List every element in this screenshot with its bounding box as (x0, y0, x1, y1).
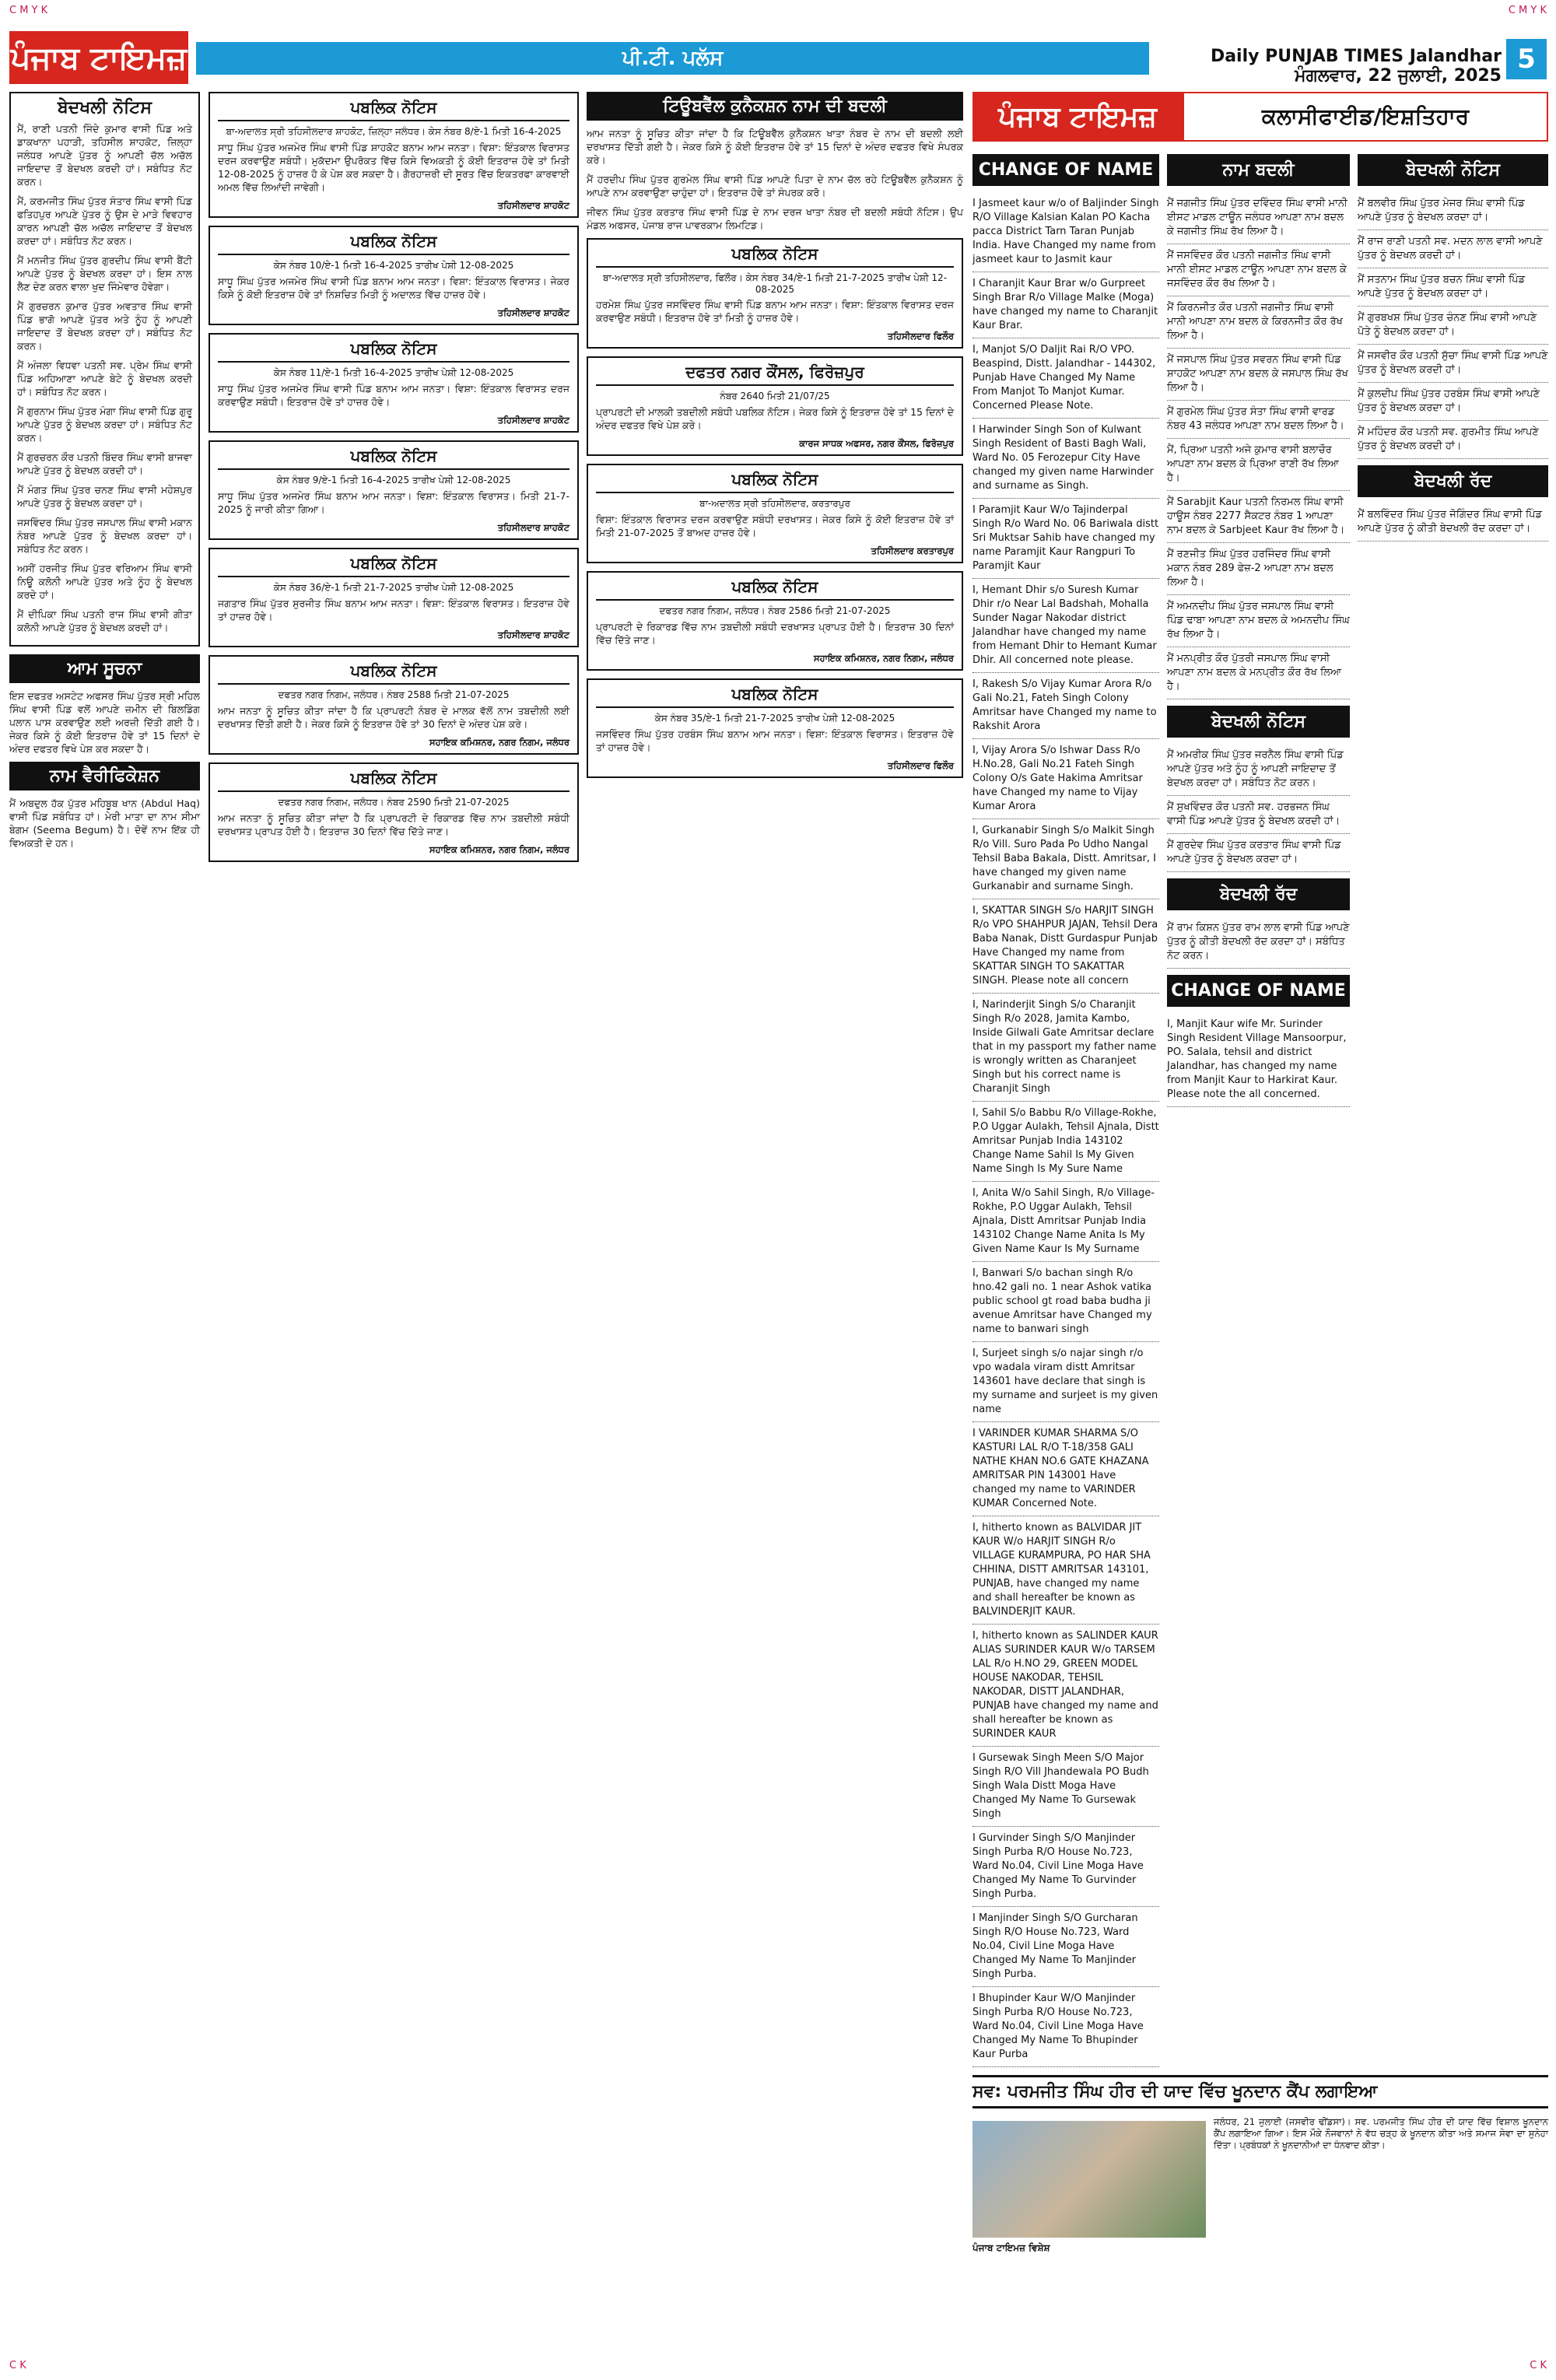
public-notice (209, 440, 579, 540)
general-notice-text: ਇਸ ਦਫਤਰ ਅਸਟੇਟ ਅਫਸਰ ਸਿੰਘ ਪੁੱਤਰ ਸ੍ਰੀ ਮਹਿਲ ਸਿੰਘ ਵਾਸੀ ਪਿੰਡ ਵਲੋਂ ਆਪਣੇ ਜ਼ਮੀਨ ਦੀ ਬਿਲਡਿੰਗ ਪਲਾਨ ਪਾਸ ਕਰਵਾਉਣ ਲਈ ਅਰਜ਼ੀ ਦਿੱਤੀ ਗਈ ਹੈ। ਜੇਕਰ ਕਿਸੇ ਨੂੰ ਕੋਈ ਇਤਰਾਜ਼ ਹੋਵੇ ਤਾਂ 15 ਦਿਨਾਂ ਦੇ ਅੰਦਰ ਦਫਤਰ ਵਿਖੇ ਪੇਸ਼ ਕਰ ਸਕਦਾ ਹੈ। (9, 690, 200, 755)
change-of-name-item: I, Narinderjit Singh S/o Charanjit Singh R/o 2028, Jamita Kambo, Inside Gilwali Gate Amritsar declare that in my passport my father name is wrongly written as Charanjeet Singh but his correct name is Charanjit Singh (972, 994, 1159, 1102)
change-of-name-item: I, Sahil S/o Babbu R/o Village-Rokhe, P.O Uggar Aulakh, Tehsil Ajnala, Distt Amritsar Punjab India 143102 Change Name Sahil Is My Given Name Singh Is My Sure Name (972, 1102, 1159, 1182)
eviction-item: ਜਸਵਿੰਦਰ ਸਿੰਘ ਪੁੱਤਰ ਜਸਪਾਲ ਸਿੰਘ ਵਾਸੀ ਮਕਾਨ ਨੰਬਰ ਆਪਣੇ ਪੁੱਤਰ ਨੂੰ ਬੇਦਖਲ ਕਰਦਾ ਹਾਂ। ਸਬੰਧਿਤ ਨੋਟ ਕਰਨ। (17, 517, 192, 555)
classified-section (972, 92, 1548, 2254)
column-tubewell-notices (587, 92, 963, 786)
cmyk-mark-left: C M Y K (9, 5, 48, 16)
change-of-name-item: I, Banwari S/o bachan singh R/o hno.42 gali no. 1 near Ashok vatika public school gt road baba budha ji avenue Amritsar have Changed my name to banwari singh (972, 1262, 1159, 1342)
change-of-name-item: I Paramjit Kaur W/o Tajinderpal Singh R/o Ward No. 06 Bariwala distt Sri Muktsar Sahib have changed my name Paramjit Kaur Rangpuri To Paramjit Kaur (972, 499, 1159, 579)
notice-title: ਪਬਲਿਕ ਨੋਟਿਸ (218, 98, 569, 121)
eviction-item: ਮੈਂ ਕੁਲਦੀਪ ਸਿੰਘ ਪੁੱਤਰ ਹਰਬੰਸ ਸਿੰਘ ਵਾਸੀ ਆਪਣੇ ਪੁੱਤਰ ਨੂੰ ਬੇਦਖਲ ਕਰਦਾ ਹਾਂ। (1358, 383, 1548, 421)
newspaper-logo: ਪੰਜਾਬ ਟਾਇਮਜ਼ (9, 31, 188, 84)
notice-case: ਬਾ-ਅਦਾਲਤ ਸ੍ਰੀ ਤਹਿਸੀਲਦਾਰ ਸ਼ਾਹਕੋਟ, ਜ਼ਿਲ੍ਹਾ ਜਲੰਧਰ। ਕੇਸ ਨੰਬਰ 8/ਏ-1 ਮਿਤੀ 16-4-2025 (226, 126, 562, 137)
notice-case: ਦਫਤਰ ਨਗਰ ਨਿਗਮ, ਜਲੰਧਰ। ਨੰਬਰ 2588 ਮਿਤੀ 21-07-2025 (278, 689, 510, 700)
change-of-name-item: I Manjinder Singh S/O Gurcharan Singh R/O House No.723, Ward No.04, Civil Line Moga Have Changed My Name To Manjinder Singh Purba. (972, 1907, 1159, 1987)
eviction-column (1358, 148, 1548, 2067)
public-notice (209, 655, 579, 755)
notice-case: ਨੰਬਰ 2640 ਮਿਤੀ 21/07/25 (720, 391, 830, 401)
name-change-item: ਮੈਂ ਕਿਰਨਜੀਤ ਕੌਰ ਪਤਨੀ ਜਗਜੀਤ ਸਿੰਘ ਵਾਸੀ ਮਾਨੀ ਆਪਣਾ ਨਾਮ ਬਦਲ ਕੇ ਕਿਰਨਜੀਤ ਕੌਰ ਰੱਖ ਲਿਆ ਹੈ। (1167, 296, 1350, 349)
masthead (9, 31, 1547, 86)
name-change-item: ਮੈਂ ਜਸਪਾਲ ਸਿੰਘ ਪੁੱਤਰ ਸਵਰਨ ਸਿੰਘ ਵਾਸੀ ਪਿੰਡ ਸ਼ਾਹਕੋਟ ਆਪਣਾ ਨਾਮ ਬਦਲ ਕੇ ਜਸਪਾਲ ਸਿੰਘ ਰੱਖ ਲਿਆ ਹੈ। (1167, 349, 1350, 401)
change-of-name-item: I, Gurkanabir Singh S/o Malkit Singh R/o Vill. Suro Pada Po Udho Nangal Tehsil Baba Bakala, Distt. Amritsar, I have changed my given name Gurkanabir and surname Singh. (972, 819, 1159, 899)
notice-body: ਆਮ ਜਨਤਾ ਨੂੰ ਸੂਚਿਤ ਕੀਤਾ ਜਾਂਦਾ ਹੈ ਕਿ ਪ੍ਰਾਪਰਟੀ ਨੰਬਰ ਦੇ ਮਾਲਕ ਵੱਲੋਂ ਨਾਮ ਤਬਦੀਲੀ ਲਈ ਦਰਖਾਸਤ ਦਿੱਤੀ ਗਈ ਹੈ। ਜੇਕਰ ਕਿਸੇ ਨੂੰ ਇਤਰਾਜ਼ ਹੋਵੇ ਤਾਂ 30 ਦਿਨਾਂ ਦੇ ਅੰਦਰ ਪੇਸ਼ ਕਰੇ। (218, 705, 569, 730)
change-of-name-item: I, Vijay Arora S/o Ishwar Dass R/o H.No.28, Gali No.21 Fateh Singh Colony O/s Gate Hakima Amritsar have Changed my name to Vijay Kumar Arora (972, 739, 1159, 819)
change-of-name-item: I, Manjit Kaur wife Mr. Surinder Singh Resident Village Mansoorpur, PO. Salala, tehsil and district Jalandhar, has changed my name from Manjit Kaur to Harkirat Kaur. Please note the all concerned. (1167, 1013, 1350, 1107)
notice-title: ਦਫਤਰ ਨਗਰ ਕੌਂਸਲ, ਫਿਰੋਜ਼ਪੁਰ (596, 363, 954, 386)
notice-body: ਜਸਵਿੰਦਰ ਸਿੰਘ ਪੁੱਤਰ ਹਰਬੰਸ ਸਿੰਘ ਬਨਾਮ ਆਮ ਜਨਤਾ। ਵਿਸ਼ਾ: ਇੰਤਕਾਲ ਵਿਰਾਸਤ। ਇਤਰਾਜ਼ ਹੋਵੇ ਤਾਂ ਹਾਜ਼ਰ ਹੋਵੇ। (596, 728, 954, 753)
name-change-item: ਮੈਂ ਰਣਜੀਤ ਸਿੰਘ ਪੁੱਤਰ ਹਰਜਿੰਦਰ ਸਿੰਘ ਵਾਸੀ ਮਕਾਨ ਨੰਬਰ 289 ਫੇਜ਼-2 ਆਪਣਾ ਨਾਮ ਬਦਲ ਲਿਆ ਹੈ। (1167, 543, 1350, 595)
notice-signatory: ਤਹਿਸੀਲਦਾਰ ਸ਼ਾਹਕੋਟ (497, 522, 569, 533)
notice-signatory: ਤਹਿਸੀਲਦਾਰ ਸ਼ਾਹਕੋਟ (497, 415, 569, 426)
ck-mark-right: C K (1530, 2360, 1547, 2371)
notice-signatory: ਤਹਿਸੀਲਦਾਰ ਸ਼ਾਹਕੋਟ (497, 629, 569, 640)
notice-title: ਪਬਲਿਕ ਨੋਟਿਸ (596, 470, 954, 493)
eviction-item: ਮੈਂ ਮੰਗਤ ਸਿੰਘ ਪੁੱਤਰ ਚਨਣ ਸਿੰਘ ਵਾਸੀ ਮਹੇਸ਼ਪੁਰ ਆਪਣੇ ਪੁੱਤਰ ਨੂੰ ਬੇਦਖਲ ਕਰਦਾ ਹਾਂ। (17, 484, 192, 509)
eviction-item: ਅਸੀਂ ਹਰਜੀਤ ਸਿੰਘ ਪੁੱਤਰ ਵਰਿਆਮ ਸਿੰਘ ਵਾਸੀ ਨਿਊ ਕਲੋਨੀ ਆਪਣੇ ਪੁੱਤਰ ਅਤੇ ਨੂੰਹ ਨੂੰ ਬੇਦਖਲ ਕਰਦੇ ਹਾਂ। (17, 563, 192, 601)
tubewell-item: ਜੀਵਨ ਸਿੰਘ ਪੁੱਤਰ ਕਰਤਾਰ ਸਿੰਘ ਵਾਸੀ ਪਿੰਡ ਦੇ ਨਾਮ ਦਰਜ ਖਾਤਾ ਨੰਬਰ ਦੀ ਬਦਲੀ ਸਬੰਧੀ ਨੋਟਿਸ। ਉਪ ਮੰਡਲ ਅਫਸਰ, ਪੰਜਾਬ ਰਾਜ ਪਾਵਰਕਾਮ ਲਿਮਟਿਡ। (587, 206, 963, 231)
public-notice (209, 92, 579, 218)
eviction-item: ਮੈਂ, ਰਾਣੀ ਪਤਨੀ ਜਿੰਦੇ ਕੁਮਾਰ ਵਾਸੀ ਪਿੰਡ ਅਤੇ ਡਾਕਖਾਨਾ ਪਹਾੜੀ, ਤਹਿਸੀਲ ਸ਼ਾਹਕੋਟ, ਜ਼ਿਲ੍ਹਾ ਜਲੰਧਰ ਆਪਣੇ ਪੁੱਤਰ ਨੂੰ ਆਪਣੀ ਚੱਲ ਅਚੱਲ ਜਾਇਦਾਦ ਤੋਂ ਬੇਦਖਲ ਕਰਦੀ ਹਾਂ। ਸਬੰਧਿਤ ਨੋਟ ਕਰਨ। (17, 123, 192, 188)
name-change-item: ਮੈਂ ਜਗਜੀਤ ਸਿੰਘ ਪੁੱਤਰ ਦਵਿੰਦਰ ਸਿੰਘ ਵਾਸੀ ਮਾਨੀ ਈਸਟ ਮਾਡਲ ਟਾਊਨ ਜਲੰਧਰ ਆਪਣਾ ਨਾਮ ਬਦਲ ਕੇ ਜਗਜੀਤ ਸਿੰਘ ਰੱਖ ਲਿਆ ਹੈ। (1167, 192, 1350, 244)
change-of-name-column (972, 148, 1159, 2067)
notice-case: ਕੇਸ ਨੰਬਰ 36/ਏ-1 ਮਿਤੀ 21-7-2025 ਤਾਰੀਖ ਪੇਸ਼ੀ 12-08-2025 (273, 582, 514, 593)
eviction-heading: ਬੇਦਖਲੀ ਨੋਟਿਸ (58, 98, 152, 117)
change-of-name-item: I, Hemant Dhir s/o Suresh Kumar Dhir r/o Near Lal Badshah, Mohalla Sunder Nagar Nakodar district Jalandhar have changed my name from Hemant Dhir to Hemant Kumar Dhir. All concerned note please. (972, 579, 1159, 673)
eviction-item: ਮੈਂ ਗੁਰਨਾਮ ਸਿੰਘ ਪੁੱਤਰ ਮੰਗਾ ਸਿੰਘ ਵਾਸੀ ਪਿੰਡ ਗੁਰੂ ਆਪਣੇ ਪੁੱਤਰ ਨੂੰ ਬੇਦਖਲ ਕਰਦਾ ਹਾਂ। ਸਬੰਧਿਤ ਨੋਟ ਕਰਨ। (17, 405, 192, 443)
notice-case: ਦਫਤਰ ਨਗਰ ਨਿਗਮ, ਜਲੰਧਰ। ਨੰਬਰ 2586 ਮਿਤੀ 21-07-2025 (659, 605, 891, 616)
eviction-item: ਮੈਂ ਅੰਜਲਾ ਵਿਧਵਾ ਪਤਨੀ ਸਵ. ਪ੍ਰੇਮ ਸਿੰਘ ਵਾਸੀ ਪਿੰਡ ਅਹਿਆਣਾ ਆਪਣੇ ਬੇਟੇ ਨੂੰ ਬੇਦਖਲ ਕਰਦੀ ਹਾਂ। ਸਬੰਧਿਤ ਨੋਟ ਕਰਨ। (17, 359, 192, 398)
eviction-item: ਮੈਂ ਗੁਰਬਖਸ਼ ਸਿੰਘ ਪੁੱਤਰ ਚੰਨਣ ਸਿੰਘ ਵਾਸੀ ਆਪਣੇ ਪੋਤੇ ਨੂੰ ਬੇਦਖਲ ਕਰਦਾ ਹਾਂ। (1358, 307, 1548, 345)
eviction-cancel-item: ਮੈਂ ਬਲਵਿੰਦਰ ਸਿੰਘ ਪੁੱਤਰ ਜੋਗਿੰਦਰ ਸਿੰਘ ਵਾਸੀ ਪਿੰਡ ਆਪਣੇ ਪੁੱਤਰ ਨੂੰ ਕੀਤੀ ਬੇਦਖਲੀ ਰੱਦ ਕਰਦਾ ਹਾਂ। (1358, 503, 1548, 542)
change-of-name-item: I Gursewak Singh Meen S/O Major Singh R/O Vill Jhandewala PO Budh Singh Wala Distt Moga Have Changed My Name To Gursewak Singh (972, 1747, 1159, 1827)
ck-mark-left: C K (9, 2360, 26, 2371)
change-of-name-item: I VARINDER KUMAR SHARMA S/O KASTURI LAL R/O T-18/358 GALI NATHE KHAN NO.6 GATE KHAZANA AMRITSAR PIN 143001 Have changed my name to VARINDER KUMAR Concerned Note. (972, 1422, 1159, 1516)
notice-signatory: ਸਹਾਇਕ ਕਮਿਸ਼ਨਰ, ਨਗਰ ਨਿਗਮ, ਜਲੰਧਰ (813, 653, 954, 664)
classified-columns (972, 148, 1548, 2067)
tubewell-item: ਮੈਂ ਹਰਦੀਪ ਸਿੰਘ ਪੁੱਤਰ ਗੁਰਮੇਲ ਸਿੰਘ ਵਾਸੀ ਪਿੰਡ ਆਪਣੇ ਪਿਤਾ ਦੇ ਨਾਮ ਚੱਲ ਰਹੇ ਟਿਊਬਵੈੱਲ ਕੁਨੈਕਸ਼ਨ ਨੂੰ ਆਪਣੇ ਨਾਮ ਕਰਵਾਉਣਾ ਚਾਹੁੰਦਾ ਹਾਂ। ਇਤਰਾਜ਼ ਹੋਵੇ ਤਾਂ ਸੰਪਰਕ ਕਰੋ। (587, 174, 963, 198)
public-notice (209, 333, 579, 433)
eviction-item: ਮੈਂ ਸਤਨਾਮ ਸਿੰਘ ਪੁੱਤਰ ਬਚਨ ਸਿੰਘ ਵਾਸੀ ਪਿੰਡ ਆਪਣੇ ਪੁੱਤਰ ਨੂੰ ਬੇਦਖਲ ਕਰਦਾ ਹਾਂ। (1358, 268, 1548, 307)
notice-signatory: ਤਹਿਸੀਲਦਾਰ ਸ਼ਾਹਕੋਟ (497, 307, 569, 318)
public-notice (587, 356, 963, 456)
notice-signatory: ਤਹਿਸੀਲਦਾਰ ਫਿਲੌਰ (887, 331, 954, 342)
change-of-name-item: I, SKATTAR SINGH S/o HARJIT SINGH R/o VPO SHAHPUR JAJAN, Tehsil Dera Baba Nanak, Distt Gurdaspur Punjab Have Changed my name from SKATTAR SINGH TO SAKATTAR SINGH. Please note all concern (972, 899, 1159, 994)
tubewell-item: ਆਮ ਜਨਤਾ ਨੂੰ ਸੂਚਿਤ ਕੀਤਾ ਜਾਂਦਾ ਹੈ ਕਿ ਟਿਊਬਵੈੱਲ ਕੁਨੈਕਸ਼ਨ ਖਾਤਾ ਨੰਬਰ ਦੇ ਨਾਮ ਦੀ ਬਦਲੀ ਲਈ ਦਰਖਾਸਤ ਦਿੱਤੀ ਗਈ ਹੈ। ਜੇਕਰ ਕਿਸੇ ਨੂੰ ਕੋਈ ਇਤਰਾਜ਼ ਹੋਵੇ ਤਾਂ 15 ਦਿਨਾਂ ਦੇ ਅੰਦਰ ਦਫਤਰ ਵਿਖੇ ਸੰਪਰਕ ਕਰੇ। (587, 128, 963, 166)
page-number: 5 (1506, 39, 1547, 79)
print-registration-bottom (0, 2360, 1556, 2375)
notice-title: ਪਬਲਿਕ ਨੋਟਿਸ (218, 661, 569, 685)
eviction-heading: ਬੇਦਖਲੀ ਨੋਟਿਸ (1167, 706, 1350, 738)
public-notice (209, 226, 579, 325)
name-change-heading: ਨਾਮ ਬਦਲੀ (1167, 154, 1350, 186)
story-photo-wrap (972, 2116, 1206, 2254)
story-headline: ਸਵ: ਪਰਮਜੀਤ ਸਿੰਘ ਹੀਰ ਦੀ ਯਾਦ ਵਿੱਚ ਖੂਨਦਾਨ ਕੈਂਪ ਲਗਾਇਆ (972, 2075, 1548, 2108)
notice-case: ਕੇਸ ਨੰਬਰ 35/ਏ-1 ਮਿਤੀ 21-7-2025 ਤਾਰੀਖ ਪੇਸ਼ੀ 12-08-2025 (654, 713, 895, 724)
notice-signatory: ਤਹਿਸੀਲਦਾਰ ਕਰਤਾਰਪੁਰ (871, 545, 954, 556)
notice-body: ਸਾਧੂ ਸਿੰਘ ਪੁੱਤਰ ਅਜਮੇਰ ਸਿੰਘ ਵਾਸੀ ਪਿੰਡ ਬਨਾਮ ਆਮ ਜਨਤਾ। ਵਿਸ਼ਾ: ਇੰਤਕਾਲ ਵਿਰਾਸਤ। ਜੇਕਰ ਕਿਸੇ ਨੂੰ ਕੋਈ ਇਤਰਾਜ਼ ਹੋਵੇ ਤਾਂ ਨਿਸ਼ਚਿਤ ਮਿਤੀ ਨੂੰ ਅਦਾਲਤ ਵਿੱਚ ਹਾਜ਼ਰ ਹੋਵੇ। (218, 275, 569, 300)
name-verification-text: ਮੈਂ ਅਬਦੁਲ ਹੱਕ ਪੁੱਤਰ ਮਹਿਬੂਬ ਖਾਨ (Abdul Haq) ਵਾਸੀ ਪਿੰਡ ਸਬੰਧਿਤ ਹਾਂ। ਮੇਰੀ ਮਾਤਾ ਦਾ ਨਾਮ ਸੀਮਾ ਬੇਗਮ (Seema Begum) ਹੈ। ਦੋਵੇਂ ਨਾਮ ਇੱਕ ਹੀ ਵਿਅਕਤੀ ਦੇ ਹਨ। (9, 797, 200, 849)
change-of-name-item: I, Anita W/o Sahil Singh, R/o Village-Rokhe, P.O Uggar Aulakh, Tehsil Ajnala, Distt Amritsar Punjab India 143102 Change Name Anita Is My Given Name Kaur Is My Surname (972, 1182, 1159, 1262)
notice-case: ਬਾ-ਅਦਾਲਤ ਸ੍ਰੀ ਤਹਿਸੀਲਦਾਰ, ਕਰਤਾਰਪੁਰ (699, 498, 850, 509)
public-notice (587, 464, 963, 563)
notice-case: ਕੇਸ ਨੰਬਰ 10/ਏ-1 ਮਿਤੀ 16-4-2025 ਤਾਰੀਖ ਪੇਸ਼ੀ 12-08-2025 (273, 260, 514, 271)
eviction-item: ਮੈਂ ਅਮਰੀਕ ਸਿੰਘ ਪੁੱਤਰ ਜਰਨੈਲ ਸਿੰਘ ਵਾਸੀ ਪਿੰਡ ਆਪਣੇ ਪੁੱਤਰ ਅਤੇ ਨੂੰਹ ਨੂੰ ਆਪਣੀ ਜਾਇਦਾਦ ਤੋਂ ਬੇਦਖਲ ਕਰਦਾ ਹਾਂ। ਸਬੰਧਿਤ ਨੋਟ ਕਰਨ। (1167, 744, 1350, 796)
eviction-item: ਮੈਂ ਮਨਜੀਤ ਸਿੰਘ ਪੁੱਤਰ ਗੁਰਦੀਪ ਸਿੰਘ ਵਾਸੀ ਬੈਂਟੀ ਆਪਣੇ ਪੁੱਤਰ ਨੂੰ ਬੇਦਖਲ ਕਰਦਾ ਹਾਂ। ਇਸ ਨਾਲ ਲੈਣ ਦੇਣ ਕਰਨ ਵਾਲਾ ਖੁਦ ਜਿੰਮੇਵਾਰ ਹੋਵੇਗਾ। (17, 254, 192, 293)
change-of-name-heading-2: CHANGE OF NAME (1167, 975, 1350, 1007)
column-public-notices (209, 92, 579, 870)
notice-body: ਆਮ ਜਨਤਾ ਨੂੰ ਸੂਚਿਤ ਕੀਤਾ ਜਾਂਦਾ ਹੈ ਕਿ ਪ੍ਰਾਪਰਟੀ ਦੇ ਰਿਕਾਰਡ ਵਿੱਚ ਨਾਮ ਤਬਦੀਲੀ ਸਬੰਧੀ ਦਰਖਾਸਤ ਪ੍ਰਾਪਤ ਹੋਈ ਹੈ। ਇਤਰਾਜ਼ 30 ਦਿਨਾਂ ਵਿੱਚ ਦਿੱਤੇ ਜਾਣ। (218, 812, 569, 837)
eviction-item: ਮੈਂ ਬਲਵੀਰ ਸਿੰਘ ਪੁੱਤਰ ਮੇਜਰ ਸਿੰਘ ਵਾਸੀ ਪਿੰਡ ਆਪਣੇ ਪੁੱਤਰ ਨੂੰ ਬੇਦਖਲ ਕਰਦਾ ਹਾਂ। (1358, 192, 1548, 230)
change-of-name-item: I, Surjeet singh s/o najar singh r/o vpo wadala viram distt Amritsar 143601 have declare that singh is my surname and surjeet is my given name (972, 1342, 1159, 1422)
eviction-item: ਮੈਂ ਗੁਰਦੇਵ ਸਿੰਘ ਪੁੱਤਰ ਕਰਤਾਰ ਸਿੰਘ ਵਾਸੀ ਪਿੰਡ ਆਪਣੇ ਪੁੱਤਰ ਨੂੰ ਬੇਦਖਲ ਕਰਦਾ ਹਾਂ। (1167, 834, 1350, 872)
notice-body: ਸਾਧੂ ਸਿੰਘ ਪੁੱਤਰ ਅਜਮੇਰ ਸਿੰਘ ਬਨਾਮ ਆਮ ਜਨਤਾ। ਵਿਸ਼ਾ: ਇੰਤਕਾਲ ਵਿਰਾਸਤ। ਮਿਤੀ 21-7-2025 ਨੂੰ ਜਾਰੀ ਕੀਤਾ ਗਿਆ। (218, 490, 569, 515)
eviction-item: ਮੈਂ ਗੁਰਚਰਨ ਕੁਮਾਰ ਪੁੱਤਰ ਅਵਤਾਰ ਸਿੰਘ ਵਾਸੀ ਪਿੰਡ ਭਾਗੋ ਆਪਣੇ ਪੁੱਤਰ ਅਤੇ ਨੂੰਹ ਨੂੰ ਆਪਣੀ ਜਾਇਦਾਦ ਤੋਂ ਬੇਦਖਲ ਕਰਦਾ ਹਾਂ। ਸਬੰਧਿਤ ਨੋਟ ਕਰਨ। (17, 300, 192, 352)
story-text: ਜਲੰਧਰ, 21 ਜੁਲਾਈ (ਜਸਵੀਰ ਢੀਂਡਸਾ)। ਸਵ. ਪਰਮਜੀਤ ਸਿੰਘ ਹੀਰ ਦੀ ਯਾਦ ਵਿੱਚ ਵਿਸ਼ਾਲ ਖੂਨਦਾਨ ਕੈਂਪ ਲਗਾਇਆ ਗਿਆ। ਇਸ ਮੌਕੇ ਨੌਜਵਾਨਾਂ ਨੇ ਵੱਧ ਚੜ੍ਹ ਕੇ ਖੂਨਦਾਨ ਕੀਤਾ ਅਤੇ ਸਮਾਜ ਸੇਵਾ ਦਾ ਸੁਨੇਹਾ ਦਿੱਤਾ। ਪ੍ਰਬੰਧਕਾਂ ਨੇ ਖੂਨਦਾਨੀਆਂ ਦਾ ਧੰਨਵਾਦ ਕੀਤਾ। (1214, 2116, 1548, 2150)
change-of-name-item: I Harwinder Singh Son of Kulwant Singh Resident of Basti Bagh Wali, Ward No. 05 Ferozepur City Have changed my given name Harwinder and surname as Singh. (972, 419, 1159, 499)
notice-title: ਪਬਲਿਕ ਨੋਟਿਸ (596, 685, 954, 708)
notice-body: ਸਾਧੂ ਸਿੰਘ ਪੁੱਤਰ ਅਜਮੇਰ ਸਿੰਘ ਵਾਸੀ ਪਿੰਡ ਸ਼ਾਹਕੋਟ ਬਨਾਮ ਆਮ ਜਨਤਾ। ਵਿਸ਼ਾ: ਇੰਤਕਾਲ ਵਿਰਾਸਤ ਦਰਜ ਕਰਵਾਉਣ ਸਬੰਧੀ। ਮੁਕੱਦਮਾ ਉਪਰੋਕਤ ਵਿੱਚ ਕਿਸੇ ਵਿਅਕਤੀ ਨੂੰ ਕੋਈ ਇਤਰਾਜ਼ ਹੋਵੇ ਤਾਂ ਮਿਤੀ 12-08-2025 ਨੂੰ ਹਾਜ਼ਰ ਹੋ ਕੇ ਪੇਸ਼ ਕਰ ਸਕਦਾ ਹੈ। ਗੈਰਹਾਜ਼ਰੀ ਦੀ ਸੂਰਤ ਵਿੱਚ ਇਕਤਰਫਾ ਕਾਰਵਾਈ ਅਮਲ ਵਿੱਚ ਲਿਆਂਦੀ ਜਾਵੇਗੀ। (218, 142, 569, 193)
notice-body: ਪ੍ਰਾਪਰਟੀ ਦੇ ਰਿਕਾਰਡ ਵਿੱਚ ਨਾਮ ਤਬਦੀਲੀ ਸਬੰਧੀ ਦਰਖਾਸਤ ਪ੍ਰਾਪਤ ਹੋਈ ਹੈ। ਇਤਰਾਜ਼ 30 ਦਿਨਾਂ ਵਿੱਚ ਦਿੱਤੇ ਜਾਣ। (596, 621, 954, 646)
classified-logo: ਪੰਜਾਬ ਟਾਇਮਜ਼ (972, 92, 1183, 142)
notice-body: ਹਰਮੇਸ਼ ਸਿੰਘ ਪੁੱਤਰ ਜਸਵਿੰਦਰ ਸਿੰਘ ਵਾਸੀ ਪਿੰਡ ਬਨਾਮ ਆਮ ਜਨਤਾ। ਵਿਸ਼ਾ: ਇੰਤਕਾਲ ਵਿਰਾਸਤ ਦਰਜ ਕਰਵਾਉਣ ਸਬੰਧੀ। ਇਤਰਾਜ਼ ਹੋਵੇ ਤਾਂ ਮਿਤੀ ਨੂੰ ਹਾਜ਼ਰ ਹੋਵੇ। (596, 299, 954, 324)
public-notice (587, 678, 963, 778)
eviction-item: ਮੈਂ ਰਾਜ ਰਾਣੀ ਪਤਨੀ ਸਵ. ਮਦਨ ਲਾਲ ਵਾਸੀ ਆਪਣੇ ਪੁੱਤਰ ਨੂੰ ਬੇਦਖਲ ਕਰਦੀ ਹਾਂ। (1358, 230, 1548, 268)
notice-body: ਜਗਤਾਰ ਸਿੰਘ ਪੁੱਤਰ ਸੁਰਜੀਤ ਸਿੰਘ ਬਨਾਮ ਆਮ ਜਨਤਾ। ਵਿਸ਼ਾ: ਇੰਤਕਾਲ ਵਿਰਾਸਤ। ਇਤਰਾਜ਼ ਹੋਵੇ ਤਾਂ ਹਾਜ਼ਰ ਹੋਵੇ। (218, 598, 569, 622)
change-of-name-item: I Jasmeet kaur w/o of Baljinder Singh R/O Village Kalsian Kalan PO Kacha pacca District Tarn Taran Punjab India. Have Changed my name from jasmeet kaur to Jasmit kaur (972, 192, 1159, 272)
public-notice (587, 238, 963, 349)
eviction-item: ਮੈਂ ਜਸਵੀਰ ਕੌਰ ਪਤਨੀ ਸੁੱਚਾ ਸਿੰਘ ਵਾਸੀ ਪਿੰਡ ਆਪਣੇ ਪੁੱਤਰ ਨੂੰ ਬੇਦਖਲ ਕਰਦੀ ਹਾਂ। (1358, 345, 1548, 383)
name-change-item: ਮੈਂ ਗੁਰਮੇਲ ਸਿੰਘ ਪੁੱਤਰ ਸੰਤਾ ਸਿੰਘ ਵਾਸੀ ਵਾਰਡ ਨੰਬਰ 43 ਜਲੰਧਰ ਆਪਣਾ ਨਾਮ ਬਦਲ ਲਿਆ ਹੈ। (1167, 401, 1350, 439)
eviction-cancel-heading: ਬੇਦਖਲੀ ਰੱਦ (1358, 465, 1548, 497)
general-notice-heading: ਆਮ ਸੂਚਨਾ (9, 654, 200, 683)
notice-signatory: ਤਹਿਸੀਲਦਾਰ ਸ਼ਾਹਕੋਟ (497, 200, 569, 211)
eviction-cancel-item: ਮੈਂ ਰਾਮ ਕਿਸ਼ਨ ਪੁੱਤਰ ਰਾਮ ਲਾਲ ਵਾਸੀ ਪਿੰਡ ਆਪਣੇ ਪੁੱਤਰ ਨੂੰ ਕੀਤੀ ਬੇਦਖਲੀ ਰੱਦ ਕਰਦਾ ਹਾਂ। ਸਬੰਧਿਤ ਨੋਟ ਕਰਨ। (1167, 917, 1350, 969)
notice-case: ਕੇਸ ਨੰਬਰ 11/ਏ-1 ਮਿਤੀ 16-4-2025 ਤਾਰੀਖ ਪੇਸ਼ੀ 12-08-2025 (273, 367, 514, 378)
change-of-name-item: I, hitherto known as BALVIDAR JIT KAUR W/o HARJIT SINGH R/o VILLAGE KURAMPURA, PO HAR SHA CHHINA, DISTT AMRITSAR 143101, PUNJAB, have changed my name and shall hereafter be known as BALVINDERJIT KAUR. (972, 1516, 1159, 1625)
notice-case: ਕੇਸ ਨੰਬਰ 9/ਏ-1 ਮਿਤੀ 16-4-2025 ਤਾਰੀਖ ਪੇਸ਼ੀ 12-08-2025 (276, 475, 511, 485)
eviction-item: ਮੈਂ ਸੁਖਵਿੰਦਰ ਕੌਰ ਪਤਨੀ ਸਵ. ਹਰਭਜਨ ਸਿੰਘ ਵਾਸੀ ਪਿੰਡ ਆਪਣੇ ਪੁੱਤਰ ਨੂੰ ਬੇਦਖਲ ਕਰਦੀ ਹਾਂ। (1167, 796, 1350, 834)
notice-signatory: ਤਹਿਸੀਲਦਾਰ ਫਿਲੌਰ (887, 760, 954, 771)
name-change-item: ਮੈਂ Sarabjit Kaur ਪਤਨੀ ਨਿਰਮਲ ਸਿੰਘ ਵਾਸੀ ਹਾਊਸ ਨੰਬਰ 2277 ਸੈਕਟਰ ਨੰਬਰ 1 ਆਪਣਾ ਨਾਮ ਬਦਲ ਕੇ Sarbjeet Kaur ਰੱਖ ਲਿਆ ਹੈ। (1167, 491, 1350, 543)
notice-title: ਪਬਲਿਕ ਨੋਟਿਸ (596, 244, 954, 268)
notice-signatory: ਸਹਾਇਕ ਕਮਿਸ਼ਨਰ, ਨਗਰ ਨਿਗਮ, ਜਲੰਧਰ (429, 844, 569, 855)
change-of-name-item: I Bhupinder Kaur W/O Manjinder Singh Purba R/O House No.723, Ward No.04, Civil Line Moga Have Changed My Name To Bhupinder Kaur Purba (972, 1987, 1159, 2067)
name-change-column (1167, 148, 1350, 2067)
eviction-item: ਮੈਂ ਮਹਿੰਦਰ ਕੌਰ ਪਤਨੀ ਸਵ. ਗੁਰਮੀਤ ਸਿੰਘ ਆਪਣੇ ਪੁੱਤਰ ਨੂੰ ਬੇਦਖਲ ਕਰਦੀ ਹਾਂ। (1358, 421, 1548, 459)
public-notice (209, 762, 579, 862)
section-band: ਪੀ.ਟੀ. ਪਲੱਸ (196, 42, 1149, 75)
notice-signatory: ਸਹਾਇਕ ਕਮਿਸ਼ਨਰ, ਨਗਰ ਨਿਗਮ, ਜਲੰਧਰ (429, 737, 569, 748)
change-of-name-item: I, hitherto known as SALINDER KAUR ALIAS SURINDER KAUR W/o TARSEM LAL R/o H.NO 29, GREEN MODEL HOUSE NAKODAR, TEHSIL NAKODAR, DISTT JALANDHAR, PUNJAB have changed my name and shall hereafter be known as SURINDER KAUR (972, 1625, 1159, 1747)
notice-case: ਬਾ-ਅਦਾਲਤ ਸ੍ਰੀ ਤਹਿਸੀਲਦਾਰ, ਫਿਲੌਰ। ਕੇਸ ਨੰਬਰ 34/ਏ-1 ਮਿਤੀ 21-7-2025 ਤਾਰੀਖ ਪੇਸ਼ੀ 12-08-2025 (602, 272, 948, 295)
eviction-box (9, 92, 200, 647)
name-verification-heading: ਨਾਮ ਵੈਰੀਫਿਕੇਸ਼ਨ (9, 762, 200, 790)
public-notice (587, 571, 963, 671)
notice-body: ਸਾਧੂ ਸਿੰਘ ਪੁੱਤਰ ਅਜਮੇਰ ਸਿੰਘ ਵਾਸੀ ਪਿੰਡ ਬਨਾਮ ਆਮ ਜਨਤਾ। ਵਿਸ਼ਾ: ਇੰਤਕਾਲ ਵਿਰਾਸਤ ਦਰਜ ਕਰਵਾਉਣ ਸਬੰਧੀ। ਇਤਰਾਜ਼ ਹੋਵੇ ਤਾਂ ਹਾਜ਼ਰ ਹੋਵੇ। (218, 383, 569, 408)
story-photo (972, 2121, 1206, 2238)
dateline: Daily PUNJAB TIMES Jalandhar ਮੰਗਲਵਾਰ, 22 ਜੁਲਾਈ, 2025 (1210, 47, 1502, 86)
cmyk-mark-right: C M Y K (1508, 5, 1547, 16)
notice-signatory: ਕਾਰਜ ਸਾਧਕ ਅਫਸਰ, ਨਗਰ ਕੌਂਸਲ, ਫਿਰੋਜ਼ਪੁਰ (799, 438, 954, 449)
name-change-item: ਮੈਂ ਜਸਵਿੰਦਰ ਕੌਰ ਪਤਨੀ ਜਗਜੀਤ ਸਿੰਘ ਵਾਸੀ ਮਾਨੀ ਈਸਟ ਮਾਡਲ ਟਾਊਨ ਆਪਣਾ ਨਾਮ ਬਦਲ ਕੇ ਜਸਵਿੰਦਰ ਕੌਰ ਰੱਖ ਲਿਆ ਹੈ। (1167, 244, 1350, 296)
notice-title: ਪਬਲਿਕ ਨੋਟਿਸ (218, 339, 569, 363)
public-notice (209, 548, 579, 647)
column-eviction-notices (9, 92, 200, 856)
eviction-cancel-heading: ਬੇਦਖਲੀ ਰੱਦ (1167, 878, 1350, 910)
eviction-item: ਮੈਂ, ਕਰਮਜੀਤ ਸਿੰਘ ਪੁੱਤਰ ਸੰਤਾਰ ਸਿੰਘ ਵਾਸੀ ਪਿੰਡ ਫਤਿਹਪੁਰ ਆਪਣੇ ਪੁੱਤਰ ਨੂੰ ਉਸ ਦੇ ਮਾੜੇ ਵਿਵਹਾਰ ਕਾਰਨ ਆਪਣੀ ਚੱਲ ਅਚੱਲ ਜਾਇਦਾਦ ਤੋਂ ਬੇਦਖਲ ਕਰਦਾ ਹਾਂ। ਸਬੰਧਿਤ ਨੋਟ ਕਰਨ। (17, 195, 192, 247)
notice-case: ਦਫਤਰ ਨਗਰ ਨਿਗਮ, ਜਲੰਧਰ। ਨੰਬਰ 2590 ਮਿਤੀ 21-07-2025 (278, 797, 510, 808)
notice-body: ਪ੍ਰਾਪਰਟੀ ਦੀ ਮਾਲਕੀ ਤਬਦੀਲੀ ਸਬੰਧੀ ਪਬਲਿਕ ਨੋਟਿਸ। ਜੇਕਰ ਕਿਸੇ ਨੂੰ ਇਤਰਾਜ਼ ਹੋਵੇ ਤਾਂ 15 ਦਿਨਾਂ ਦੇ ਅੰਦਰ ਦਫਤਰ ਵਿਖੇ ਪੇਸ਼ ਕਰੇ। (596, 406, 954, 431)
change-of-name-item: I, Manjot S/O Daljit Rai R/O VPO. Beaspind, Distt. Jalandhar - 144302, Punjab Have Changed My Name From Manjot To Manjot Kumar. Concerned Please Note. (972, 338, 1159, 419)
classified-title: ਕਲਾਸੀਫਾਈਡ/ਇਸ਼ਤਿਹਾਰ (1183, 92, 1548, 142)
notice-title: ਪਬਲਿਕ ਨੋਟਿਸ (218, 769, 569, 792)
notice-title: ਪਬਲਿਕ ਨੋਟਿਸ (596, 577, 954, 601)
notice-title: ਪਬਲਿਕ ਨੋਟਿਸ (218, 447, 569, 470)
notice-title: ਪਬਲਿਕ ਨੋਟਿਸ (218, 232, 569, 255)
eviction-heading: ਬੇਦਖਲੀ ਨੋਟਿਸ (1358, 154, 1548, 186)
classified-header (972, 92, 1548, 142)
story-tag: ਪੰਜਾਬ ਟਾਇਮਜ਼ ਵਿਸ਼ੇਸ਼ (972, 2242, 1050, 2253)
print-registration-top (0, 5, 1556, 20)
eviction-item: ਮੈਂ ਦੀਪਿਕਾ ਸਿੰਘ ਪਤਨੀ ਰਾਜ ਸਿੰਘ ਵਾਸੀ ਗੀਤਾ ਕਲੋਨੀ ਆਪਣੇ ਪੁੱਤਰ ਨੂੰ ਬੇਦਖਲ ਕਰਦੀ ਹਾਂ। (17, 608, 192, 633)
change-of-name-heading: CHANGE OF NAME (972, 154, 1159, 186)
name-change-item: ਮੈਂ ਅਮਨਦੀਪ ਸਿੰਘ ਪੁੱਤਰ ਜਸਪਾਲ ਸਿੰਘ ਵਾਸੀ ਪਿੰਡ ਢਾਬਾ ਆਪਣਾ ਨਾਮ ਬਦਲ ਕੇ ਅਮਨਦੀਪ ਸਿੰਘ ਰੱਖ ਲਿਆ ਹੈ। (1167, 595, 1350, 647)
change-of-name-item: I Charanjit Kaur Brar w/o Gurpreet Singh Brar R/o Village Malke (Moga) have changed my name to Charanjit Kaur Brar. (972, 272, 1159, 338)
name-change-item: ਮੈਂ, ਪ੍ਰਿਆ ਪਤਨੀ ਅਜੇ ਕੁਮਾਰ ਵਾਸੀ ਬਲਾਚੌਰ ਆਪਣਾ ਨਾਮ ਬਦਲ ਕੇ ਪ੍ਰਿਆ ਰਾਣੀ ਰੱਖ ਲਿਆ ਹੈ। (1167, 439, 1350, 491)
notice-body: ਵਿਸ਼ਾ: ਇੰਤਕਾਲ ਵਿਰਾਸਤ ਦਰਜ ਕਰਵਾਉਣ ਸਬੰਧੀ ਦਰਖਾਸਤ। ਜੇਕਰ ਕਿਸੇ ਨੂੰ ਕੋਈ ਇਤਰਾਜ਼ ਹੋਵੇ ਤਾਂ ਮਿਤੀ 21-07-2025 ਤੋਂ ਬਾਅਦ ਹਾਜ਼ਰ ਹੋਵੇ। (596, 514, 954, 538)
story-body (972, 2116, 1548, 2254)
notice-title: ਪਬਲਿਕ ਨੋਟਿਸ (218, 554, 569, 577)
name-change-item: ਮੈਂ ਮਨਪ੍ਰੀਤ ਕੌਰ ਪੁੱਤਰੀ ਜਸਪਾਲ ਸਿੰਘ ਵਾਸੀ ਆਪਣਾ ਨਾਮ ਬਦਲ ਕੇ ਮਨਪ੍ਰੀਤ ਕੌਰ ਰੱਖ ਲਿਆ ਹੈ। (1167, 647, 1350, 699)
tubewell-banner: ਟਿਊਬਵੈੱਲ ਕੁਨੈਕਸ਼ਨ ਨਾਮ ਦੀ ਬਦਲੀ (587, 92, 963, 121)
change-of-name-item: I, Rakesh S/o Vijay Kumar Arora R/o Gali No.21, Fateh Singh Colony Amritsar have Changed my name to Rakshit Arora (972, 673, 1159, 739)
change-of-name-item: I Gurvinder Singh S/O Manjinder Singh Purba R/O House No.723, Ward No.04, Civil Line Moga Have Changed My Name To Gurvinder Singh Purba. (972, 1827, 1159, 1907)
eviction-item: ਮੈਂ ਗੁਰਚਰਨ ਕੌਰ ਪਤਨੀ ਬਿੰਦਰ ਸਿੰਘ ਵਾਸੀ ਬਾਜਵਾ ਆਪਣੇ ਪੁੱਤਰ ਨੂੰ ਬੇਦਖਲ ਕਰਦੀ ਹਾਂ। (17, 451, 192, 476)
